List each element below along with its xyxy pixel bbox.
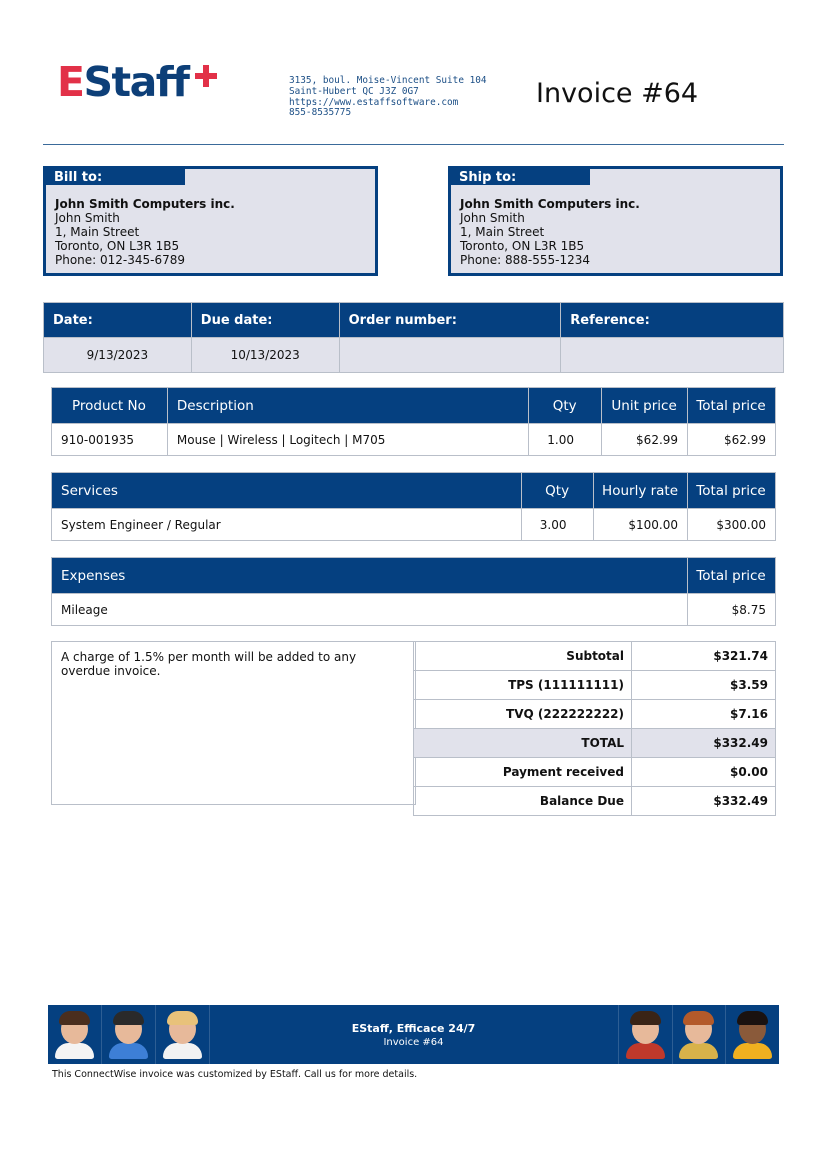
subtotal-value: $321.74 [632, 642, 776, 671]
qty-cell: 1.00 [529, 424, 602, 456]
product-no-cell: 910-001935 [52, 424, 168, 456]
avatar [618, 1005, 673, 1064]
reference-value [561, 338, 784, 373]
qty-header: Qty [529, 388, 602, 424]
services-header: Services [52, 473, 522, 509]
bill-to-heading: Bill to: [46, 169, 185, 185]
subtotal-label: Subtotal [414, 642, 632, 671]
avatar [726, 1005, 779, 1064]
qty-cell: 3.00 [522, 509, 594, 541]
bill-to-box [43, 166, 378, 276]
products-table [51, 387, 776, 456]
total-price-header: Total price [688, 473, 776, 509]
ship-to-box [448, 166, 783, 276]
balance-due-label: Balance Due [414, 787, 632, 816]
ship-to-contact: John Smith [460, 211, 525, 225]
company-address-line1: 3135, boul. Moise-Vincent Suite 104 [289, 75, 487, 86]
invoice-info-table [43, 302, 784, 373]
bill-to-city: Toronto, ON L3R 1B5 [55, 239, 180, 253]
hourly-rate-header: Hourly rate [594, 473, 688, 509]
footer-banner [48, 1005, 779, 1064]
company-phone: 855-8535775 [289, 107, 352, 119]
logo-wordmark: EStaff [57, 58, 189, 106]
footer-title: EStaff, Efficace 24/7 [351, 1022, 476, 1035]
order-number-header: Order number: [339, 303, 561, 338]
product-no-header: Product No [52, 388, 168, 424]
ship-to-phone: Phone: 888-555-1234 [460, 253, 591, 267]
payment-received-value: $0.00 [632, 758, 776, 787]
description-header: Description [167, 388, 528, 424]
order-number-value [339, 338, 561, 373]
ship-to-street: 1, Main Street [460, 225, 545, 239]
invoice-title: Invoice #64 [536, 78, 699, 109]
balance-due-value: $332.49 [632, 787, 776, 816]
bill-to-company: John Smith Computers inc. [55, 197, 235, 211]
company-website: https://www.estaffsoftware.com [289, 96, 459, 108]
tps-value: $3.59 [632, 671, 776, 700]
description-cell: Mouse | Wireless | Logitech | M705 [167, 424, 528, 456]
unit-price-header: Unit price [602, 388, 688, 424]
qty-header: Qty [522, 473, 594, 509]
payment-received-label: Payment received [414, 758, 632, 787]
tps-label: TPS (111111111) [414, 671, 632, 700]
ship-to-heading: Ship to: [451, 169, 590, 185]
due-date-value: 10/13/2023 [191, 338, 339, 373]
total-value: $332.49 [632, 729, 776, 758]
table-row [52, 594, 776, 626]
expense-name-cell: Mileage [52, 594, 688, 626]
plus-icon [195, 65, 217, 87]
totals-table [413, 641, 776, 816]
header-divider [43, 144, 784, 145]
tvq-label: TVQ (222222222) [414, 700, 632, 729]
avatar [672, 1005, 726, 1064]
tvq-value: $7.16 [632, 700, 776, 729]
overdue-charge-note: A charge of 1.5% per month will be added to any overdue invoice. [51, 641, 416, 805]
total-price-header: Total price [688, 558, 776, 594]
bill-to-phone: Phone: 012-345-6789 [55, 253, 186, 267]
total-label: TOTAL [414, 729, 632, 758]
service-name-cell: System Engineer / Regular [52, 509, 522, 541]
reference-header: Reference: [561, 303, 784, 338]
date-value: 9/13/2023 [44, 338, 192, 373]
footer-subtitle: Invoice #64 [383, 1037, 444, 1048]
bill-to-contact: John Smith [55, 211, 120, 225]
expenses-table [51, 557, 776, 626]
ship-to-company: John Smith Computers inc. [460, 197, 640, 211]
table-row [52, 424, 776, 456]
due-date-header: Due date: [191, 303, 339, 338]
expenses-header: Expenses [52, 558, 688, 594]
footer-note: This ConnectWise invoice was customized by EStaff. Call us for more details. [52, 1069, 418, 1080]
unit-price-cell: $62.99 [602, 424, 688, 456]
table-row [52, 509, 776, 541]
total-price-cell: $300.00 [688, 509, 776, 541]
ship-to-city: Toronto, ON L3R 1B5 [460, 239, 585, 253]
total-price-cell: $8.75 [688, 594, 776, 626]
services-table [51, 472, 776, 541]
company-address-line2: Saint-Hubert QC J3Z 0G7 [289, 85, 419, 97]
company-address-block [289, 76, 487, 119]
total-price-cell: $62.99 [688, 424, 776, 456]
total-price-header: Total price [688, 388, 776, 424]
hourly-rate-cell: $100.00 [594, 509, 688, 541]
bill-to-street: 1, Main Street [55, 225, 140, 239]
date-header: Date: [44, 303, 192, 338]
